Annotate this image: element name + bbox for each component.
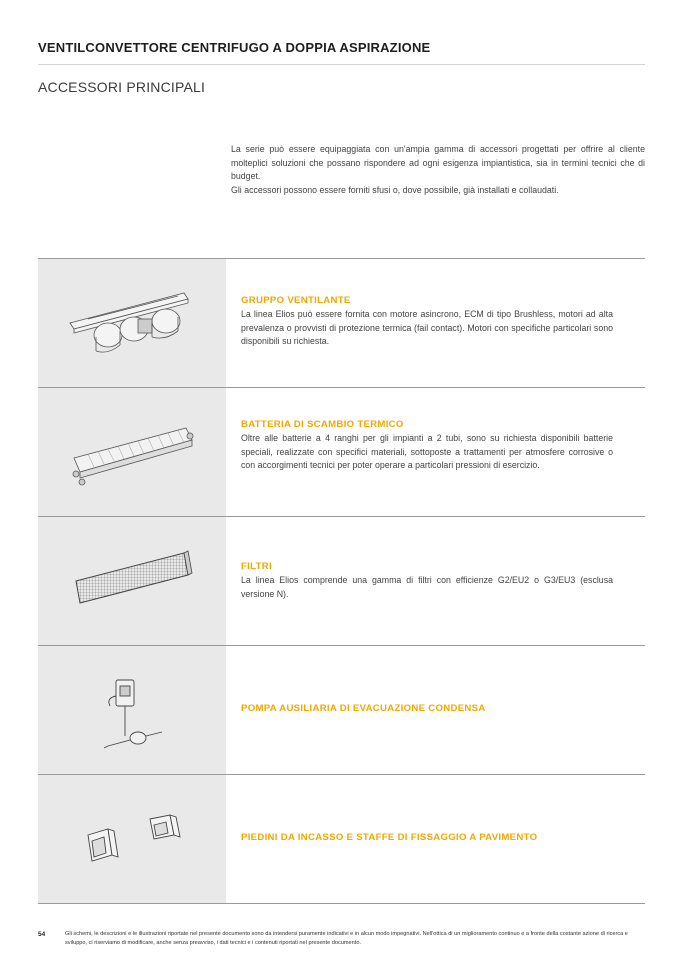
accessory-title: FILTRI	[241, 561, 272, 572]
accessory-image-box	[38, 646, 226, 774]
fan-group-icon	[38, 259, 226, 387]
accessory-description: La linea Elios può essere fornita con motore asincrono, ECM di tipo Brushless, motori ad alta prevalenza o provvisti di protezione termica (fail contact). Motori con specifiche particolari sono disponibili su richiesta.	[241, 309, 613, 347]
accessory-description: Oltre alle batterie a 4 ranghi per gli impianti a 2 tubi, sono su richiesta disponibili batterie speciali, realizzate con specifici materiali, sottoposte a trattamenti per atmosfere corrosive o con accorgimenti tecnici per poter operare a particolari pressioni di esercizio.	[241, 433, 613, 471]
heat-exchanger-coil-icon	[38, 388, 226, 516]
bottom-divider	[38, 903, 645, 904]
accessory-title: GRUPPO VENTILANTE	[241, 295, 351, 306]
page-title: VENTILCONVETTORE CENTRIFUGO A DOPPIA ASPIRAZIONE	[38, 40, 431, 55]
intro-paragraph-2: Gli accessori possono essere forniti sfusi o, dove possibile, già installati e collaudati.	[231, 184, 559, 195]
accessory-image-box	[38, 388, 226, 516]
accessory-image-box	[38, 775, 226, 903]
accessory-title: BATTERIA DI SCAMBIO TERMICO	[241, 419, 404, 430]
accessory-section-coil	[38, 387, 645, 516]
accessory-title: PIEDINI DA INCASSO E STAFFE DI FISSAGGIO A PAVIMENTO	[241, 832, 538, 843]
accessory-text	[241, 832, 613, 845]
filter-icon	[38, 517, 226, 645]
accessory-text	[241, 561, 613, 601]
section-heading: ACCESSORI PRINCIPALI	[38, 79, 206, 95]
accessory-section-pump	[38, 645, 645, 774]
intro-paragraph-1: La serie può essere equipaggiata con un'ampia gamma di accessori progettati per offrire al cliente molteplici soluzioni che possano rispondere ad ogni esigenza impiantistica, sia in termini tecnici che di budget.	[231, 144, 645, 182]
accessory-section-feet	[38, 774, 645, 903]
accessory-description: La linea Elios comprende una gamma di filtri con efficienze G2/EU2 o G3/EU3 (esclusa versione N).	[241, 575, 613, 599]
condensate-pump-icon	[38, 646, 226, 774]
title-divider	[38, 64, 645, 65]
accessory-section-filters	[38, 516, 645, 645]
floor-brackets-icon	[38, 775, 226, 903]
page-number: 54	[38, 931, 46, 938]
accessory-text	[241, 295, 613, 349]
accessory-section-fan-group	[38, 258, 645, 387]
accessory-image-box	[38, 517, 226, 645]
footer-disclaimer: Gli schemi, le descrizioni e le illustrazioni riportate nel presente documento sono da intendersi puramente indicativi e in alcun modo impegnativi. Nell'ottica di un miglioramento continuo e a fronte della costante azione di ricerca e sviluppo, ci riserviamo di modificare, anche senza preavviso, i dati tecnici e i contenuti riportati nel presente documento.	[65, 931, 628, 946]
accessory-image-box	[38, 259, 226, 387]
accessory-text	[241, 419, 613, 473]
accessory-title: POMPA AUSILIARIA DI EVACUAZIONE CONDENSA	[241, 703, 486, 714]
accessory-text	[241, 703, 613, 716]
intro-text	[231, 143, 645, 197]
